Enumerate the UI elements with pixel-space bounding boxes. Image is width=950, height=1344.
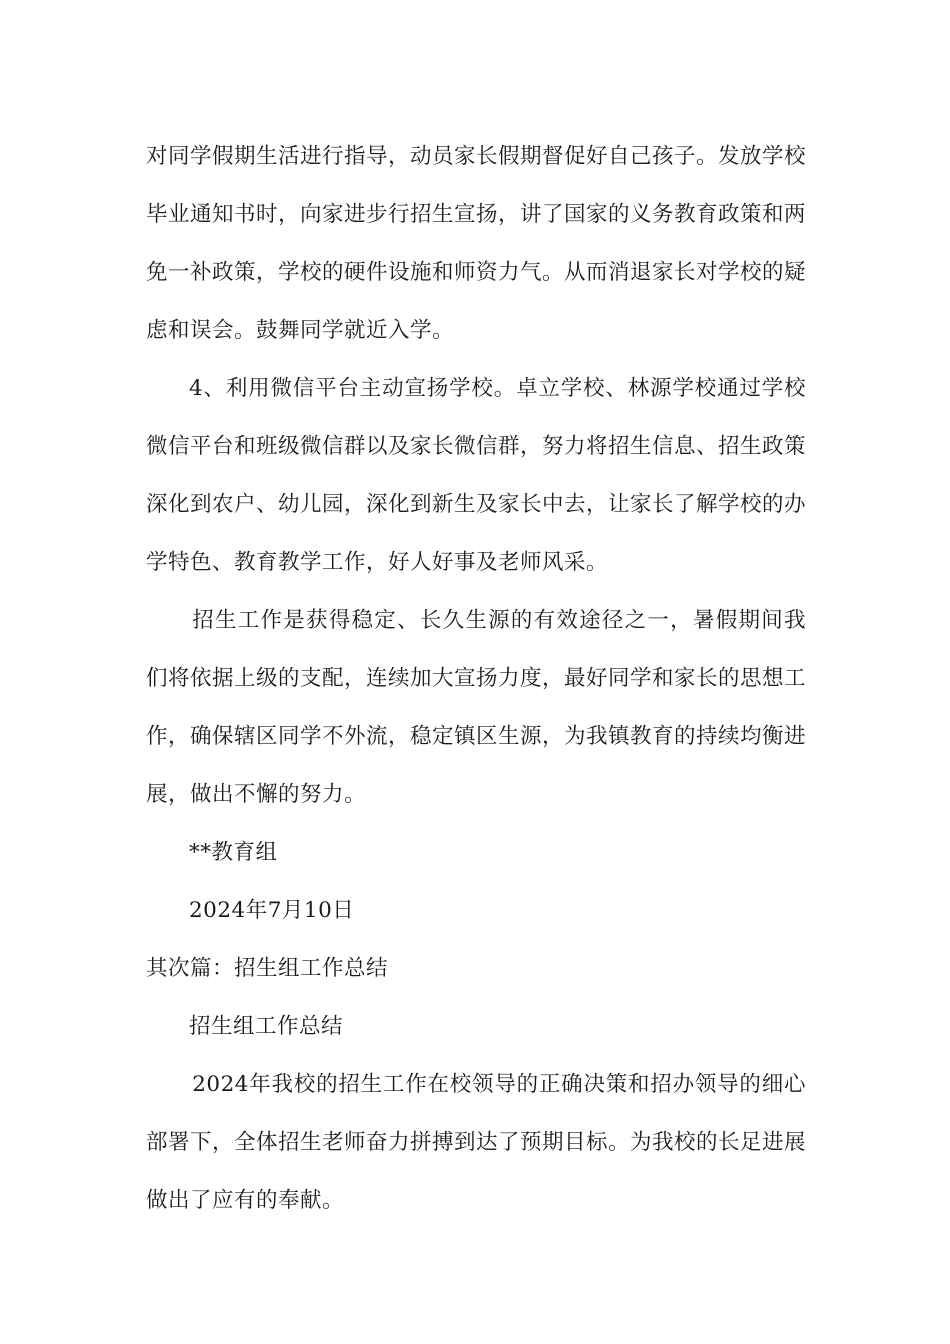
section-heading: 其次篇：招生组工作总结 (146, 956, 389, 981)
signature-organization: **教育组 (189, 840, 278, 865)
signature-date: 2024年7月10日 (189, 898, 355, 923)
paragraph-summary: 招生工作是获得稳定、长久生源的有效途径之一，暑假期间我们将依据上级的支配，连续加大宣扬力度，最好同学和家长的思想工作，确保辖区同学不外流，稳定镇区生源，为我镇教育的持续均衡进展，做出不懈的努力。 (146, 608, 807, 807)
paragraph-recruitment-summary: 2024年我校的招生工作在校领导的正确决策和招办领导的细心部署下，全体招生老师奋力拼搏到达了预期目标。为我校的长足进展做出了应有的奉献。 (146, 1072, 807, 1213)
paragraph-wechat-promotion: 4、利用微信平台主动宣扬学校。卓立学校、林源学校通过学校微信平台和班级微信群以及家长微信群，努力将招生信息、招生政策深化到农户、幼儿园，深化到新生及家长中去，让家长了解学校的办学特色、教育教学工作，好人好事及老师风采。 (146, 376, 807, 575)
paragraph-continuation: 对同学假期生活进行指导，动员家长假期督促好自己孩子。发放学校毕业通知书时，向家进步行招生宣扬，讲了国家的义务教育政策和两免一补政策，学校的硬件设施和师资力气。从而消退家长对学校的疑虑和误会。鼓舞同学就近入学。 (146, 144, 807, 343)
section-title: 招生组工作总结 (189, 1014, 344, 1039)
document-body (146, 128, 806, 1230)
